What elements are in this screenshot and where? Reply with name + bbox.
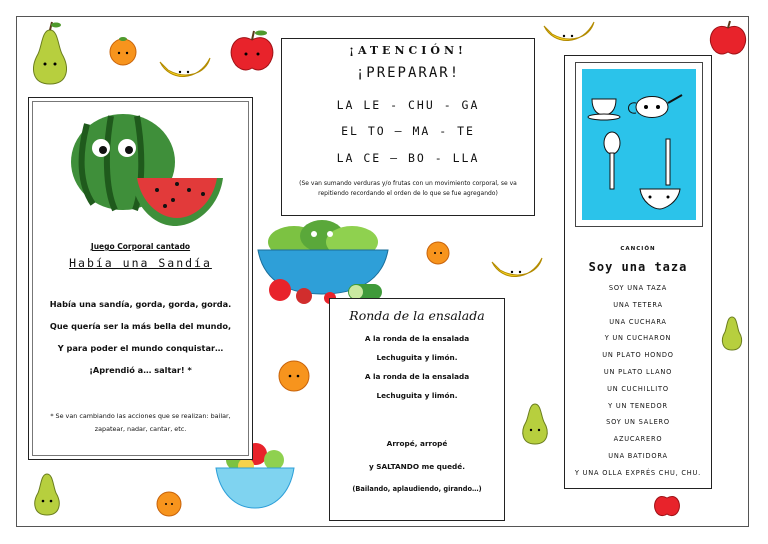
ronda-card xyxy=(329,298,505,521)
sandia-song-card xyxy=(28,97,253,460)
pear-icon xyxy=(28,20,72,88)
song-title: Soy una taza xyxy=(588,260,688,274)
taza-lyrics xyxy=(565,280,711,482)
ronda-title: Ronda de la ensalada xyxy=(349,308,485,323)
orange-icon xyxy=(106,35,140,67)
orange-icon xyxy=(276,358,312,394)
pear-icon xyxy=(28,468,66,518)
orange-icon xyxy=(154,488,184,518)
song-heading: CANCIÓN xyxy=(620,246,656,252)
banana-icon xyxy=(488,252,546,286)
banana-icon xyxy=(156,52,214,86)
lyric-line: UN PLATO LLANO xyxy=(603,367,673,376)
syllable-line: EL TO – MA - TE xyxy=(341,124,475,138)
lyric-line: Y UN TENEDOR xyxy=(608,401,668,410)
lyric-line: Arropé, arropé xyxy=(386,439,448,448)
apple-icon xyxy=(652,490,682,520)
lyric-line: Y UN CUCHARON xyxy=(604,334,672,343)
lyrics-block xyxy=(37,293,244,381)
syllable-line: LA LE - CHU - GA xyxy=(336,98,480,112)
card-subtitle: Juego Corporal cantado xyxy=(90,242,191,251)
lyric-line: UNA BATIDORA xyxy=(608,451,668,460)
apple-icon xyxy=(226,28,278,74)
taza-song-card xyxy=(564,55,712,489)
kitchen-illustration xyxy=(575,62,703,227)
attention-heading: ¡ATENCIÓN! xyxy=(349,44,467,57)
pear-icon xyxy=(518,398,552,446)
lyric-line: UN PLATO HONDO xyxy=(602,351,674,360)
lyric-line: Y UNA OLLA EXPRÉS CHU, CHU. xyxy=(574,468,702,477)
atencion-card xyxy=(281,38,535,216)
lyric-line: ¡Aprendió a… saltar! * xyxy=(89,365,192,375)
lyric-line: SOY UN SALERO xyxy=(606,418,670,427)
lyric-line: UNA TETERA xyxy=(613,300,663,309)
lyric-spacer xyxy=(334,405,500,424)
sky-background xyxy=(582,69,696,220)
prepare-heading: ¡PREPARAR! xyxy=(355,65,461,81)
lyric-line: Lechuguita y limón. xyxy=(376,353,458,362)
banana-icon xyxy=(540,16,598,50)
actions-note: * Se van cambiando las acciones que se realizan: bailar, zapatear, nadar, cantar, etc. xyxy=(50,412,231,433)
lyric-line: (Bailando, aplaudiendo, girando…) xyxy=(352,485,482,493)
apple-icon xyxy=(706,18,750,60)
lyric-line: SOY UNA TAZA xyxy=(608,284,668,292)
lyric-line: A la ronda de la ensalada xyxy=(364,372,470,381)
kitchenware-icon xyxy=(582,69,698,222)
syllable-line: LA CE – BO - LLA xyxy=(336,151,480,165)
pear-icon xyxy=(718,312,746,352)
lyric-line: UNA CUCHARA xyxy=(609,317,667,326)
lyric-line: Había una sandía, gorda, gorda, gorda. xyxy=(49,299,232,309)
lyric-line: AZUCARERO xyxy=(613,435,663,444)
instructions-note: (Se van sumando verduras y/o frutas con un movimiento corporal, se va repitiendo recordando el orden de lo que se fue agregando) xyxy=(299,180,517,197)
ronda-lyrics xyxy=(334,329,500,499)
lyric-line: A la ronda de la ensalada xyxy=(364,334,470,343)
song-title: Había una Sandía xyxy=(69,256,212,270)
salad-bowl-icon xyxy=(252,218,394,306)
watermelon-icon xyxy=(57,104,227,232)
lyric-line: UN CUCHILLITO xyxy=(607,384,669,393)
lyric-line: Que quería ser la más bella del mundo, xyxy=(49,321,232,331)
lyric-line: Y para poder el mundo conquistar… xyxy=(57,343,224,353)
lyric-line: Lechuguita y limón. xyxy=(376,391,458,400)
lyric-line: y SALTANDO me quedé. xyxy=(368,462,465,471)
orange-icon xyxy=(424,238,452,266)
